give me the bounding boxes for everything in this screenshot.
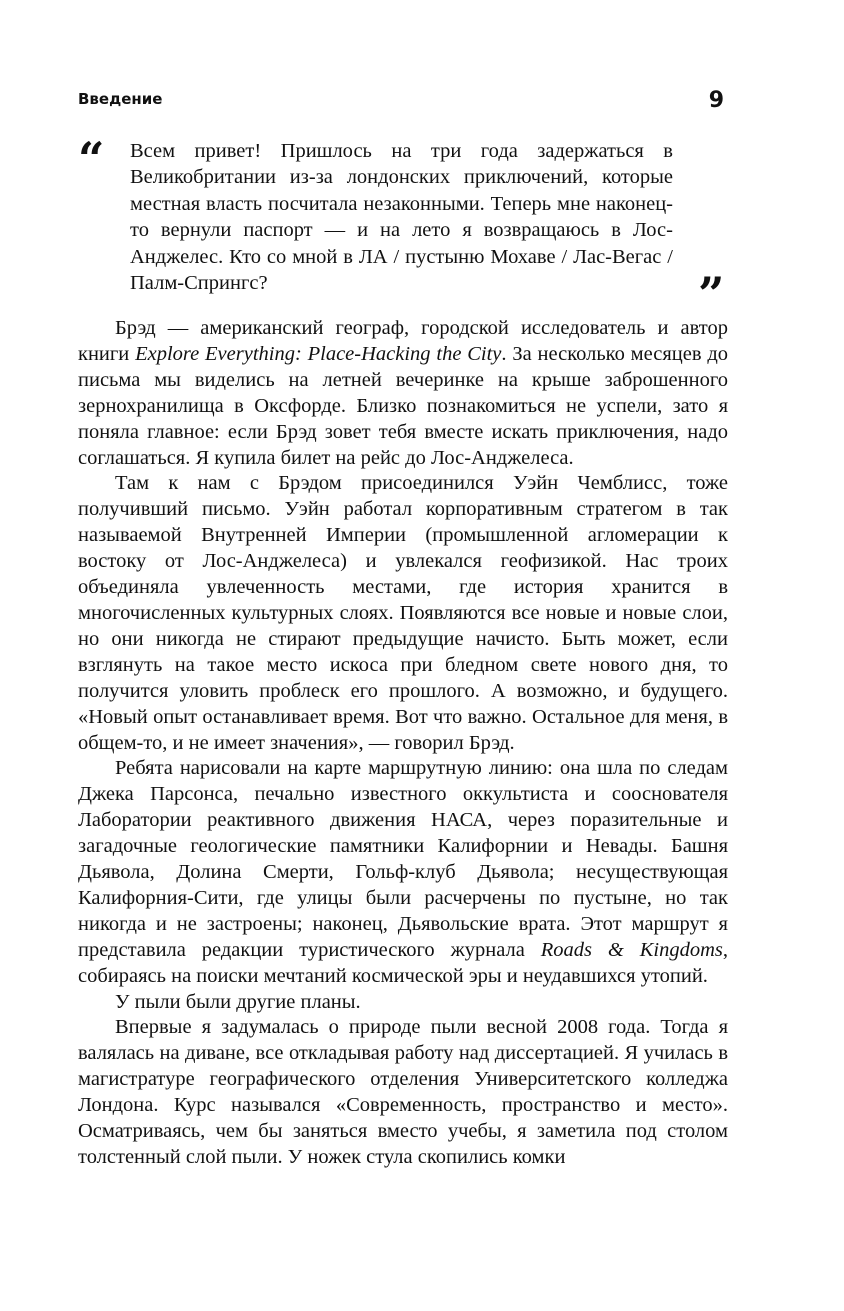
paragraph-3-text-b: , собираясь на поиски мечтаний космической эры и неудавшихся утопий. (78, 938, 728, 987)
paragraph-5: Впервые я задумалась о природе пыли весной 2008 года. Тогда я валялась на диване, все откладывая работу над диссертацией. Я училась в магистратуре географического отделения Университетского колледжа Лондона. Курс назывался «Современность, пространство и место». Осматриваясь, чем бы заняться вместо учебы, я заметила под столом толстенный слой пыли. У ножек стула скопились комки (78, 1016, 728, 1168)
paragraph-2: Там к нам с Брэдом присоединился Уэйн Чемблисс, тоже получивший письмо. Уэйн работал корпоративным стратегом в так называемой Внутренней Империи (промышленной агломерации к востоку от Лос-Анджелеса) и увлекался геофизикой. Нас троих объединяла увлеченность местами, где история хранится в многочисленных культурных слоях. Появляются все новые и новые слои, но они никогда не стирают предыдущие начисто. Быть может, если взглянуть на такое место искоса при бледном свете нового дня, то получится уловить проблеск его прошлого. А возможно, и будущего. «Новый опыт останавливает время. Вот что важно. Остальное для меня, в общем-то, и не имеет значения», — говорил Брэд. (78, 472, 728, 754)
running-head: Введение (78, 90, 163, 108)
paragraph-4: У пыли были другие планы. (115, 990, 361, 1013)
paragraph-1 (78, 316, 728, 471)
paragraph-1-text-a: Брэд — американский географ, городской исследователь и автор книги (78, 317, 728, 365)
paragraph-3-text-a: Ребята нарисовали на карте маршрутную линию: она шла по следам Джека Парсонса, печально известного оккультиста и сооснователя Лаборатории реактивного движения НАСА, через поразительные и загадочные геологические памятники Калифорнии и Невады. Башня Дьявола, Долина Смерти, Гольф-клуб Дьявола; несуществующая Калифорния-Сити, где улицы были расчерчены по пустыне, но так никогда и не застроены; наконец, Дьявольские врата. Этот маршрут я представила редакции туристического журнала (78, 757, 728, 961)
paragraph-1-text-b: . За несколько месяцев до письма мы виделись на летней вечеринке на крыше заброшенного зернохранилища в Оксфорде. Близко познакомиться не успели, зато я поняла главное: если Брэд зовет тебя вместе искать приключения, надо соглашаться. Я купила билет на рейс до Лос-Анджелеса. (78, 342, 728, 469)
quote-text: Всем привет! Пришлось на три года задержаться в Великобритании из-за лондонских приключений, которые местная власть посчитала незаконными. Теперь мне наконец-то вернули паспорт — и на лето я возвращаюсь в Лос-Анджелес. Кто со мной в ЛА / пустыню Мохаве / Лас-Вегас / Палм-Спрингс? (130, 140, 673, 295)
paragraph-3 (78, 756, 728, 989)
close-quote-mark: ” (698, 267, 725, 321)
page-number: 9 (708, 88, 724, 113)
book-title: Explore Everything: Place-Hacking the City (135, 342, 502, 365)
open-quote-mark: “ (78, 132, 105, 186)
magazine-title: Roads & Kingdoms (540, 938, 723, 961)
page-header (78, 88, 728, 118)
body-text (78, 316, 728, 1171)
epigraph-quote (78, 132, 728, 321)
